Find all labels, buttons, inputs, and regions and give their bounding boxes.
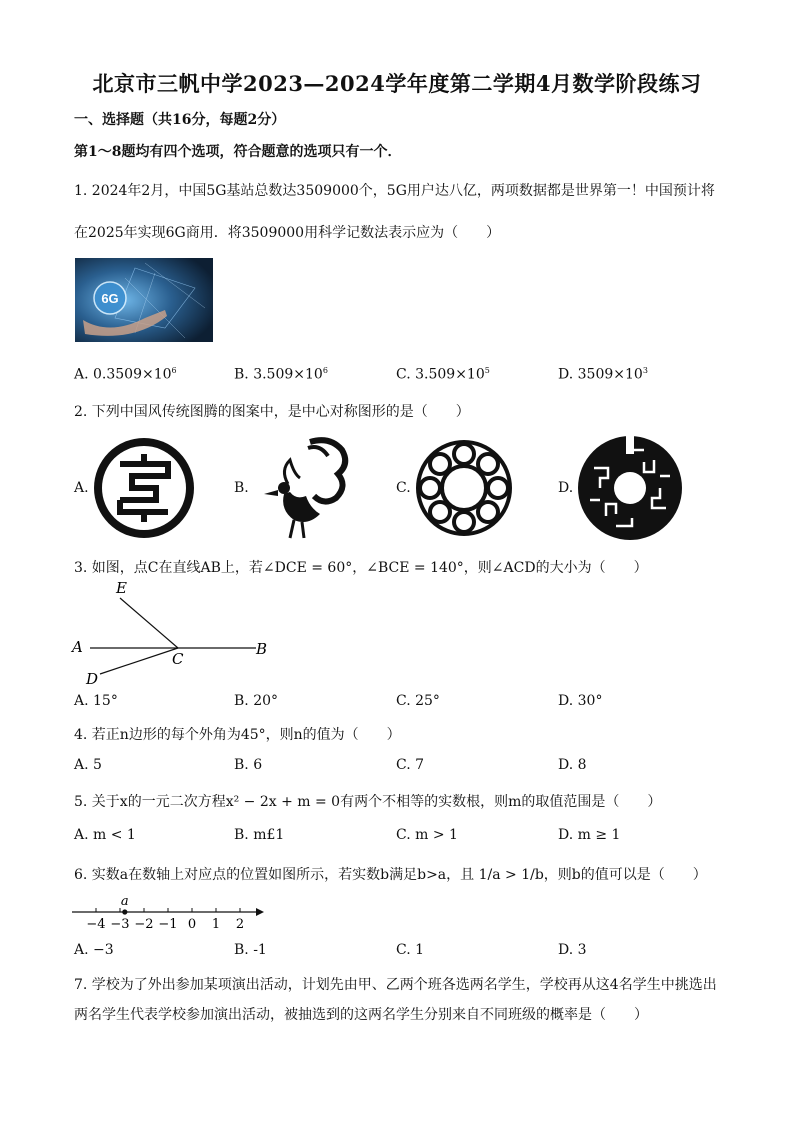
6g-photo <box>75 258 213 342</box>
point-d: D <box>86 670 99 688</box>
q2-figure-b[interactable] <box>250 434 358 542</box>
q1-line1: 1. 2024年2月，中国5G基站总数达3509000个，5G用户达八亿，两项数据都是世界第一！中国预计将 <box>74 183 715 199</box>
point-a-dot <box>122 909 127 914</box>
q6-options <box>74 942 734 964</box>
q2-text: 2. 下列中国风传统图腾的图案中，是中心对称图形的是（ ） <box>74 404 470 420</box>
q6-number-line <box>70 892 270 934</box>
q1-option-b[interactable]: B. $3.509\times 10^6$ <box>234 366 328 383</box>
q3-option-a[interactable]: A. 15° <box>74 693 118 709</box>
q2-figure-d[interactable] <box>576 434 684 542</box>
point-a: A <box>72 638 83 656</box>
q6-text: 6. 实数a在数轴上对应点的位置如图所示，若实数b满足b>a，且 1/a > 1/b，则b的值可以是（ ） <box>74 867 707 883</box>
point-a-label: a <box>120 894 129 909</box>
q6-option-b[interactable]: B. -1 <box>234 942 267 958</box>
q5-option-c[interactable]: C. m > 1 <box>396 827 458 843</box>
axis-tick-label: −4 <box>86 917 106 932</box>
page-title: 北京市三帆中学2023—2024学年度第二学期4月数学阶段练习 <box>92 71 702 96</box>
q5-option-b[interactable]: B. m£1 <box>234 827 285 843</box>
axis-arrow <box>256 908 264 916</box>
q2-figure-c[interactable] <box>410 434 518 542</box>
q5-options <box>74 827 734 849</box>
q5-option-a[interactable]: A. m < 1 <box>74 827 136 843</box>
q3-options <box>74 693 734 715</box>
axis-tick-label: −2 <box>134 917 154 932</box>
q1-option-d[interactable]: D. $3509\times 10^3$ <box>558 366 648 383</box>
q3-diagram <box>70 578 280 688</box>
point-e: E <box>116 579 127 597</box>
q4-option-b[interactable]: B. 6 <box>234 757 263 773</box>
point-c: C <box>172 650 184 668</box>
q7-line2: 两名学生代表学校参加演出活动，被抽选到的这两名学生分别来自不同班级的概率是（ ） <box>74 1007 648 1023</box>
axis-tick-label: 1 <box>211 917 221 932</box>
q2-label-c[interactable]: C. <box>396 480 411 496</box>
q4-option-d[interactable]: D. 8 <box>558 757 587 773</box>
section-heading: 一、选择题（共16分，每题2分） <box>74 112 286 128</box>
ray-ce <box>120 598 178 648</box>
q4-text: 4. 若正n边形的每个外角为45°，则n的值为（ ） <box>74 727 401 743</box>
q1-option-c[interactable]: C. $3.509\times 10^5$ <box>396 366 490 383</box>
q3-option-b[interactable]: B. 20° <box>234 693 279 709</box>
q5-text: 5. 关于x的一元二次方程x² − 2x + m = 0有两个不相等的实数根，则m的取值范围是（ ） <box>74 794 662 810</box>
q2-figure-a[interactable] <box>90 434 198 542</box>
q2-label-a[interactable]: A. <box>74 480 89 496</box>
q2-label-b[interactable]: B. <box>234 480 249 496</box>
q6-option-d[interactable]: D. 3 <box>558 942 587 958</box>
q4-option-c[interactable]: C. 7 <box>396 757 425 773</box>
q6-option-a[interactable]: A. −3 <box>74 942 114 958</box>
6g-photo-label: 6G <box>101 291 119 306</box>
point-b: B <box>256 640 268 658</box>
q3-option-d[interactable]: D. 30° <box>558 693 603 709</box>
axis-tick-label: −1 <box>158 917 178 932</box>
q5-option-d[interactable]: D. m ≥ 1 <box>558 827 621 843</box>
ray-cd <box>100 648 178 674</box>
q1-line2: 在2025年实现6G商用．将3509000用科学记数法表示应为（ ） <box>74 225 501 241</box>
q6-option-c[interactable]: C. 1 <box>396 942 425 958</box>
q2-label-d[interactable]: D. <box>558 480 574 496</box>
q1-options <box>74 366 734 388</box>
q4-option-a[interactable]: A. 5 <box>74 757 102 773</box>
q3-option-c[interactable]: C. 25° <box>396 693 440 709</box>
q3-text: 3. 如图，点C在直线AB上，若∠DCE = 60°，∠BCE = 140°，则∠ACD的大小为（ ） <box>74 560 648 576</box>
q7-line1: 7. 学校为了外出参加某项演出活动，计划先由甲、乙两个班各选两名学生，学校再从这4名学生中挑选出 <box>74 977 717 993</box>
axis-tick-label: −3 <box>110 917 130 932</box>
q4-options <box>74 757 734 779</box>
axis-tick-label: 2 <box>235 917 245 932</box>
section-note: 第1～8题均有四个选项，符合题意的选项只有一个． <box>74 144 402 160</box>
q1-option-a[interactable]: A. $0.3509\times 10^6$ <box>74 366 177 383</box>
axis-tick-label: 0 <box>187 917 197 932</box>
